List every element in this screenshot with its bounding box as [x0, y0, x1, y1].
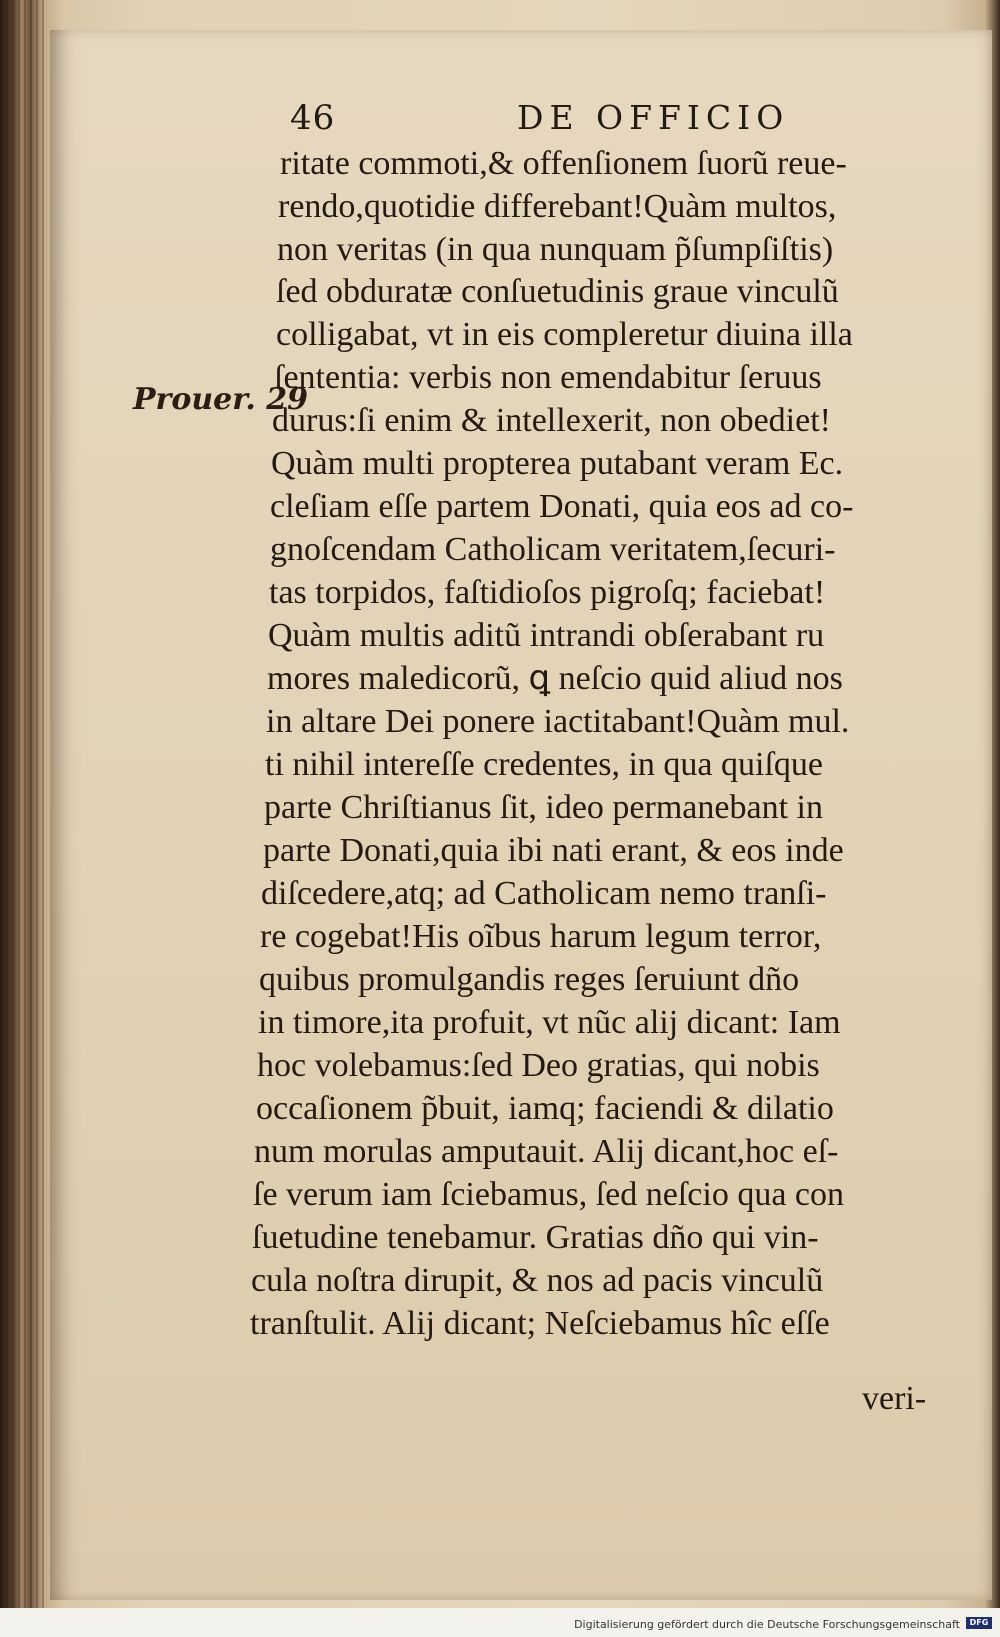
text-line: ritate commoti,& offenſionem ſuorũ reue- — [280, 145, 847, 182]
text-line: mores maledicorũ, ꝗ neſcio quid aliud nos — [267, 660, 843, 697]
text-line: tas torpidos, faſtidioſos pigroſq; faciebat! — [269, 574, 826, 611]
marginal-note: Prouer. 29 — [133, 382, 308, 417]
text-line: ti nihil intereſſe credentes, in qua quiſque — [265, 746, 823, 783]
dfg-logo-icon: DFG — [966, 1617, 992, 1629]
text-line: ſuetudine tenebamur. Gratias dño qui vin- — [252, 1219, 819, 1256]
text-line: rendo,quotidie differebant!Quàm multos, — [278, 188, 837, 225]
text-line: ſed obduratæ conſuetudinis graue vinculũ — [276, 273, 839, 310]
text-line: quibus promulgandis reges ſeruiunt dño — [259, 961, 800, 998]
text-line: num morulas amputauit. Alij dicant,hoc eſ- — [254, 1133, 839, 1170]
text-line: Quàm multi propterea putabant veram Ec. — [271, 445, 844, 482]
text-line: ſe verum iam ſciebamus, ſed neſcio qua con — [253, 1176, 845, 1213]
text-line: diſcedere,atq; ad Catholicam nemo tranſi- — [261, 875, 827, 912]
text-line: durus:ſi enim & intellexerit, non obediet! — [272, 402, 831, 439]
page-number: 46 — [290, 98, 336, 138]
text-line: cula noſtra dirupit, & nos ad pacis vinculũ — [251, 1262, 824, 1299]
text-line: occaſionem p̃buit, iamq; faciendi & dilatio — [256, 1090, 834, 1127]
catchword: veri- — [862, 1380, 927, 1417]
text-line: non veritas (in qua nunquam p̃ſumpſiſtis) — [277, 231, 834, 268]
running-head: DE OFFICIO — [517, 98, 790, 137]
text-line: re cogebat!His oĩbus harum legum terror, — [260, 918, 822, 955]
text-line: ſententia: verbis non emendabitur ſeruus — [274, 359, 822, 396]
page-edges — [0, 0, 48, 1637]
text-line: hoc volebamus:ſed Deo gratias, qui nobis — [257, 1047, 820, 1084]
text-line: cleſiam eſſe partem Donati, quia eos ad co- — [270, 488, 854, 525]
text-line: parte Chriſtianus ſit, ideo permanebant in — [264, 789, 823, 826]
footer-credit: Digitalisierung gefördert durch die Deutsche Forschungsgemeinschaft — [574, 1618, 960, 1631]
text-line: in altare Dei ponere iactitabant!Quàm mul. — [266, 703, 850, 740]
text-line: tranſtulit. Alij dicant; Neſciebamus hîc eſſe — [250, 1305, 830, 1342]
text-line: parte Donati,quia ibi nati erant, & eos inde — [263, 832, 844, 869]
text-line: colligabat, vt in eis compleretur diuina illa — [276, 316, 853, 353]
text-line: in timore,ita profuit, vt nũc alij dicant: Iam — [258, 1004, 841, 1041]
text-line: Quàm multis aditũ intrandi obſerabant ru — [268, 617, 825, 654]
text-line: gnoſcendam Catholicam veritatem,ſecuri- — [270, 531, 836, 568]
